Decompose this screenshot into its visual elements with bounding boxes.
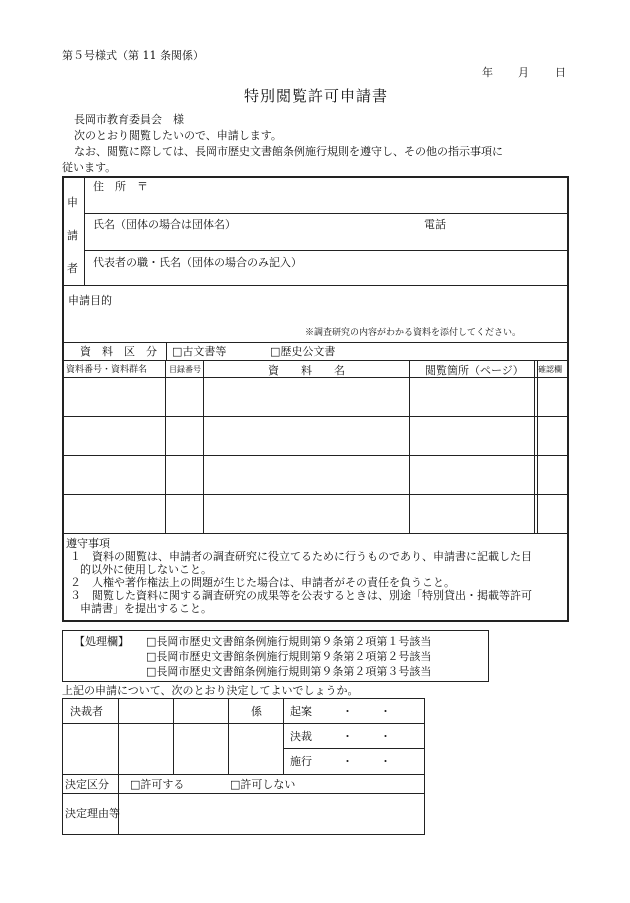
date-day: 日 (555, 66, 566, 79)
table-row[interactable] (64, 495, 567, 532)
addressee: 長岡市教育委員会 様 (74, 113, 184, 126)
applicant-side-3: 者 (67, 262, 78, 275)
phone-label: 電話 (424, 218, 446, 231)
draft-dot-1: ・ (342, 705, 353, 718)
rule-3-number: ３ (70, 589, 81, 602)
enforce-label: 施行 (290, 755, 312, 768)
col-catalog-number: 目録番号 (169, 365, 201, 374)
name-field[interactable] (93, 233, 413, 249)
table-row[interactable] (64, 378, 567, 415)
staff-label: 係 (251, 705, 262, 718)
draft-dot-2: ・ (380, 705, 391, 718)
decision-class-label: 決定区分 (65, 778, 109, 791)
rule-3-line-a: 閲覧した資料に関する調査研究の成果等を公表するときは、別途「特別貸出・掲載等許可 (92, 589, 532, 602)
date-year: 年 (482, 66, 493, 79)
intro-line-2: なお、閲覧に際しては、長岡市歴史文書館条例施行規則を遵守し、その他の指示事項に (74, 145, 503, 158)
rule-1-line-b: 的以外に使用しないこと。 (80, 563, 212, 576)
category-label: 資 料 区 分 (80, 345, 157, 358)
enforce-dot-2: ・ (380, 755, 391, 768)
enforce-dot-1: ・ (342, 755, 353, 768)
category-option-historical-records[interactable]: □歴史公文書 (270, 345, 336, 358)
table-row[interactable] (64, 417, 567, 454)
rule-2-number: ２ (70, 576, 81, 589)
representative-field[interactable] (93, 270, 558, 284)
table-row[interactable] (64, 456, 567, 493)
address-label: 住 所 〒 (93, 180, 148, 193)
approve-label: 決裁 (290, 730, 312, 743)
rule-3-line-b: 申請書」を提出すること。 (80, 602, 212, 615)
category-option-old-documents[interactable]: □古文書等 (172, 345, 227, 358)
applicant-side-1: 申 (67, 196, 78, 209)
address-field[interactable] (180, 190, 560, 210)
processing-item-3[interactable]: □長岡市歴史文書館条例施行規則第９条第２項第３号該当 (146, 665, 432, 678)
col-confirmation: 確認欄 (538, 365, 562, 374)
rule-1-line-a: 資料の閲覧は、申請者の調査研究に役立てるために行うものであり、申請書に記載した目 (92, 550, 532, 563)
form-number: 第５号様式（第 11 条関係） (62, 49, 204, 62)
representative-label: 代表者の職・氏名（団体の場合のみ記入） (93, 256, 302, 269)
processing-item-1[interactable]: □長岡市歴史文書館条例施行規則第９条第２項第１号該当 (146, 635, 432, 648)
draft-label: 起案 (290, 705, 312, 718)
name-label: 氏名（団体の場合は団体名） (93, 218, 236, 231)
decision-question: 上記の申請について、次のとおり決定してよいでしょうか。 (62, 684, 359, 697)
decision-permit-option[interactable]: □許可する (130, 778, 185, 791)
approver-label: 決裁者 (70, 705, 103, 718)
processing-label: 【処理欄】 (74, 635, 129, 648)
purpose-note: ※調査研究の内容がわかる資料を添付してください。 (305, 328, 522, 338)
col-viewing-pages: 閲覧箇所（ページ） (425, 364, 524, 377)
applicant-side-2: 請 (67, 229, 78, 242)
col-material-number: 資料番号・資料群名 (66, 365, 148, 375)
page-title: 特別閲覧許可申請書 (244, 87, 389, 105)
intro-line-1: 次のとおり閲覧したいので、申請します。 (74, 129, 282, 142)
decision-reason-label: 決定理由等 (65, 807, 120, 820)
col-material-name: 資 料 名 (268, 364, 345, 377)
decision-deny-option[interactable]: □許可しない (230, 778, 296, 791)
purpose-label: 申請目的 (68, 294, 112, 307)
rule-2: 人権や著作権法上の問題が生じた場合は、申請者がその責任を負うこと。 (92, 576, 455, 589)
approve-dot-1: ・ (342, 730, 353, 743)
purpose-field[interactable] (68, 308, 558, 326)
phone-field[interactable] (455, 217, 560, 233)
rules-label: 遵守事項 (66, 537, 110, 550)
decision-reason-field[interactable] (120, 795, 422, 833)
date-month: 月 (518, 66, 529, 79)
rule-1-number: １ (70, 550, 81, 563)
approve-dot-2: ・ (380, 730, 391, 743)
intro-line-3: 従います。 (62, 161, 117, 174)
processing-item-2[interactable]: □長岡市歴史文書館条例施行規則第９条第２項第２号該当 (146, 650, 432, 663)
